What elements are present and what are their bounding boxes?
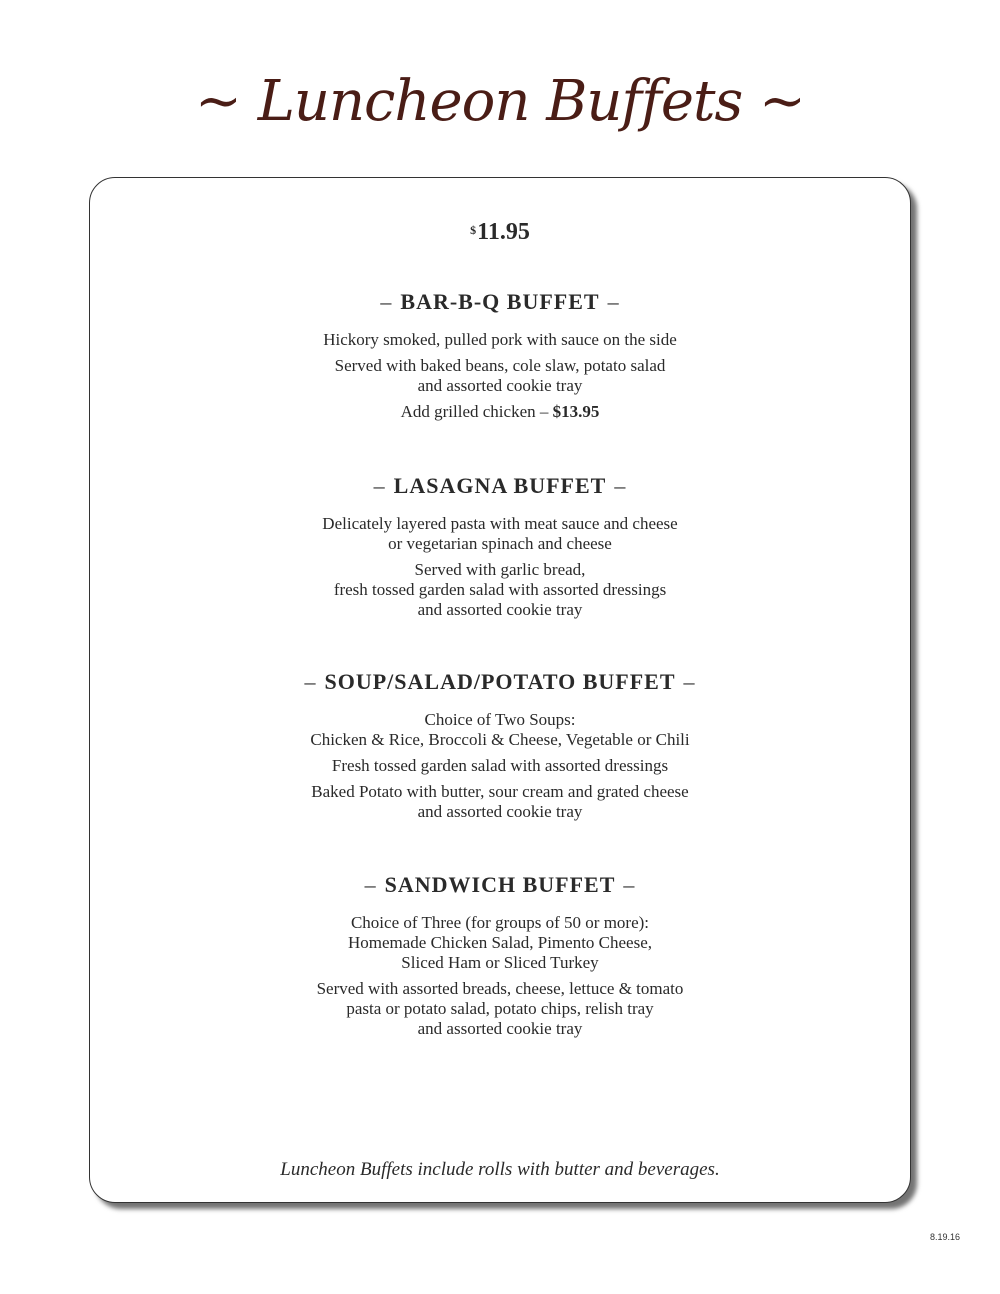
menu-line: Choice of Three (for groups of 50 or more): bbox=[350, 913, 650, 932]
menu-description bbox=[0, 356, 1000, 396]
menu-line: Delicately layered pasta with meat sauce and cheese bbox=[322, 514, 678, 533]
revision-date: 8.19.16 bbox=[929, 1232, 960, 1242]
section-title: – SANDWICH BUFFET – bbox=[364, 872, 636, 897]
section-title: – BAR-B-Q BUFFET – bbox=[380, 289, 620, 314]
menu-description bbox=[0, 710, 1000, 750]
buffet-price bbox=[0, 218, 1000, 246]
menu-line: or vegetarian spinach and cheese bbox=[388, 534, 612, 553]
menu-line: Chicken & Rice, Broccoli & Cheese, Vegetable or Chili bbox=[310, 730, 690, 749]
menu-description bbox=[0, 560, 1000, 620]
addon-line bbox=[0, 402, 1000, 422]
menu-description bbox=[0, 782, 1000, 822]
menu-line: and assorted cookie tray bbox=[417, 600, 583, 619]
menu-description bbox=[0, 756, 1000, 776]
menu-description bbox=[0, 979, 1000, 1039]
price-amount: 11.95 bbox=[477, 219, 530, 245]
menu-line: Served with assorted breads, cheese, lettuce & tomato bbox=[316, 979, 684, 998]
section-sandwich-buffet bbox=[0, 871, 1000, 1045]
menu-line: Choice of Two Soups: bbox=[424, 710, 576, 729]
section-bbq-buffet bbox=[0, 288, 1000, 428]
menu-line: Served with garlic bread, bbox=[414, 560, 586, 579]
menu-line: pasta or potato salad, potato chips, relish tray bbox=[346, 999, 654, 1018]
menu-line: and assorted cookie tray bbox=[417, 802, 583, 821]
menu-line: Baked Potato with butter, sour cream and grated cheese bbox=[311, 782, 689, 801]
menu-description bbox=[0, 913, 1000, 973]
menu-line: Served with baked beans, cole slaw, potato salad bbox=[334, 356, 666, 375]
menu-line: Hickory smoked, pulled pork with sauce on the side bbox=[323, 330, 677, 349]
menu-description bbox=[0, 514, 1000, 554]
menu-line: Homemade Chicken Salad, Pimento Cheese, bbox=[347, 933, 653, 952]
menu-line: and assorted cookie tray bbox=[417, 376, 583, 395]
section-title: – LASAGNA BUFFET – bbox=[373, 473, 627, 498]
addon-price: $13.95 bbox=[552, 402, 600, 421]
section-lasagna-buffet bbox=[0, 472, 1000, 626]
price-currency-symbol: $ bbox=[470, 223, 477, 237]
section-title-text: SANDWICH BUFFET bbox=[384, 872, 616, 897]
menu-line: Sliced Ham or Sliced Turkey bbox=[401, 953, 599, 972]
menu-line: and assorted cookie tray bbox=[417, 1019, 583, 1038]
section-title-text: SOUP/SALAD/POTATO BUFFET bbox=[324, 669, 676, 694]
menu-line: Fresh tossed garden salad with assorted dressings bbox=[331, 756, 669, 775]
section-title-text: LASAGNA BUFFET bbox=[393, 473, 607, 498]
addon-text: Add grilled chicken – bbox=[400, 402, 553, 421]
section-title-text: BAR-B-Q BUFFET bbox=[400, 289, 600, 314]
section-soup-salad-potato-buffet bbox=[0, 668, 1000, 828]
page-title: ~ Luncheon Buffets ~ bbox=[195, 69, 805, 134]
footer-note: Luncheon Buffets include rolls with butter and beverages. bbox=[280, 1159, 720, 1180]
menu-line: fresh tossed garden salad with assorted dressings bbox=[333, 580, 667, 599]
menu-description bbox=[0, 330, 1000, 350]
section-title: – SOUP/SALAD/POTATO BUFFET – bbox=[304, 669, 696, 694]
